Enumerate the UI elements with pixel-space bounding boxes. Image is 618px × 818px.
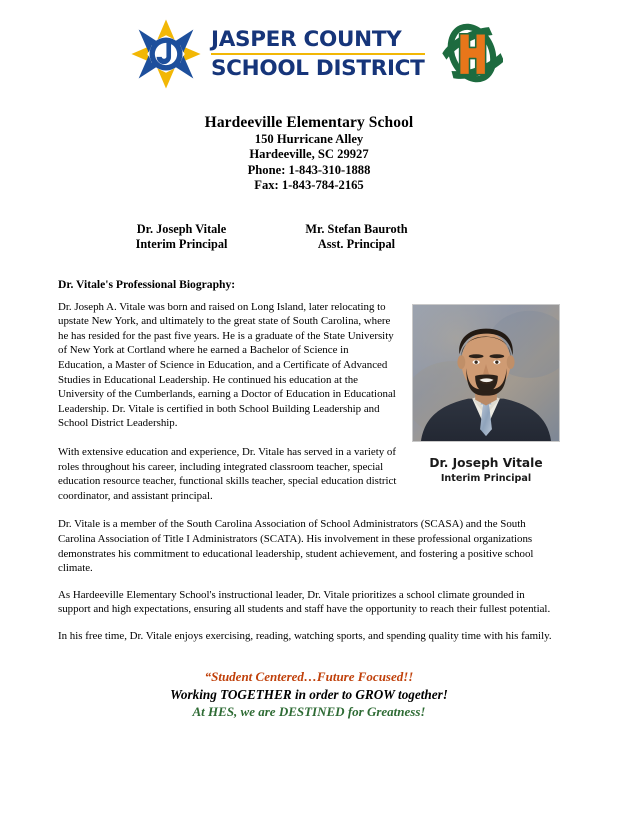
document-page xyxy=(0,18,618,818)
portrait-caption-role: Interim Principal xyxy=(440,472,532,484)
hornets-h-oval-logo xyxy=(441,20,503,86)
biography-paragraph: With extensive education and experience, Dr. Vitale has served in a variety of roles throughout his career, including integrated classroom teacher, special education resource teacher, functional skills teacher, special education district coordinator, and assistant principal. xyxy=(58,445,397,502)
compass-rose-j-logo xyxy=(130,18,202,90)
school-fax: Fax: 1-843-784-2165 xyxy=(254,178,364,193)
school-info-block xyxy=(58,114,560,194)
portrait-block xyxy=(412,304,560,484)
school-motto xyxy=(0,668,618,721)
district-wordmark-line-1: JASPER COUNTY xyxy=(211,26,402,52)
wordmark-divider-rule xyxy=(211,53,425,55)
administrator-principal xyxy=(94,222,269,252)
school-city-state-zip: Hardeeville, SC 29927 xyxy=(249,147,369,162)
administrator-name: Mr. Stefan Bauroth xyxy=(305,221,408,236)
biography-body xyxy=(58,300,560,644)
administrator-title: Asst. Principal xyxy=(317,236,396,251)
administrator-title: Interim Principal xyxy=(135,236,228,251)
motto-line-2: Working TOGETHER in order to GROW together! xyxy=(170,686,448,702)
district-wordmark xyxy=(211,26,425,81)
motto-line-1: “Student Centered…Future Focused!! xyxy=(204,669,414,684)
biography-paragraph: Dr. Vitale is a member of the South Carolina Association of School Administrators (SCASA) and the South Carolina Association of Title I Administrators (SCATA). His involvement in these professional organizations demonstrates his commitment to educational leadership, student achievement, and fostering a positive school climate. xyxy=(58,518,534,575)
letterhead xyxy=(58,18,560,110)
district-wordmark-line-2: SCHOOL DISTRICT xyxy=(211,55,425,81)
motto-line-3: At HES, we are DESTINED for Greatness! xyxy=(192,704,426,719)
school-phone: Phone: 1-843-310-1888 xyxy=(247,162,371,177)
school-address: 150 Hurricane Alley xyxy=(254,132,364,146)
district-branding xyxy=(130,18,425,90)
principal-portrait-photo xyxy=(412,304,560,442)
administrator-assistant-principal xyxy=(269,222,444,252)
biography-paragraph: In his free time, Dr. Vitale enjoys exercising, reading, watching sports, and spending quality time with his family. xyxy=(58,629,552,642)
biography-heading: Dr. Vitale's Professional Biography: xyxy=(58,277,236,291)
administrator-name: Dr. Joseph Vitale xyxy=(136,221,227,236)
biography-paragraph: As Hardeeville Elementary School's instructional leader, Dr. Vitale prioritizes a school climate grounded in support and high expectations, ensuring all students and staff have the opportunity to reach their fullest potential. xyxy=(58,588,551,616)
portrait-caption-name: Dr. Joseph Vitale xyxy=(429,455,543,470)
school-name: Hardeeville Elementary School xyxy=(204,114,414,131)
biography-paragraph: Dr. Joseph A. Vitale was born and raised on Long Island, later relocating to upstate New York, and ultimately to the great state of South Carolina, where he has resided for the past five years. He is a graduate of the State University of New York at Cortland where he earned a Bachelor of Science in Education, a Master of Science in Education, and a Certificate of Advanced Studies in Educational Leadership. He continued his education at the University of the Cumberlands, earning a Doctor of Education in Educational Leadership. Dr. Vitale is certified in both School Building Leadership and School District Leadership. xyxy=(58,300,396,430)
administrators-row xyxy=(58,222,560,252)
